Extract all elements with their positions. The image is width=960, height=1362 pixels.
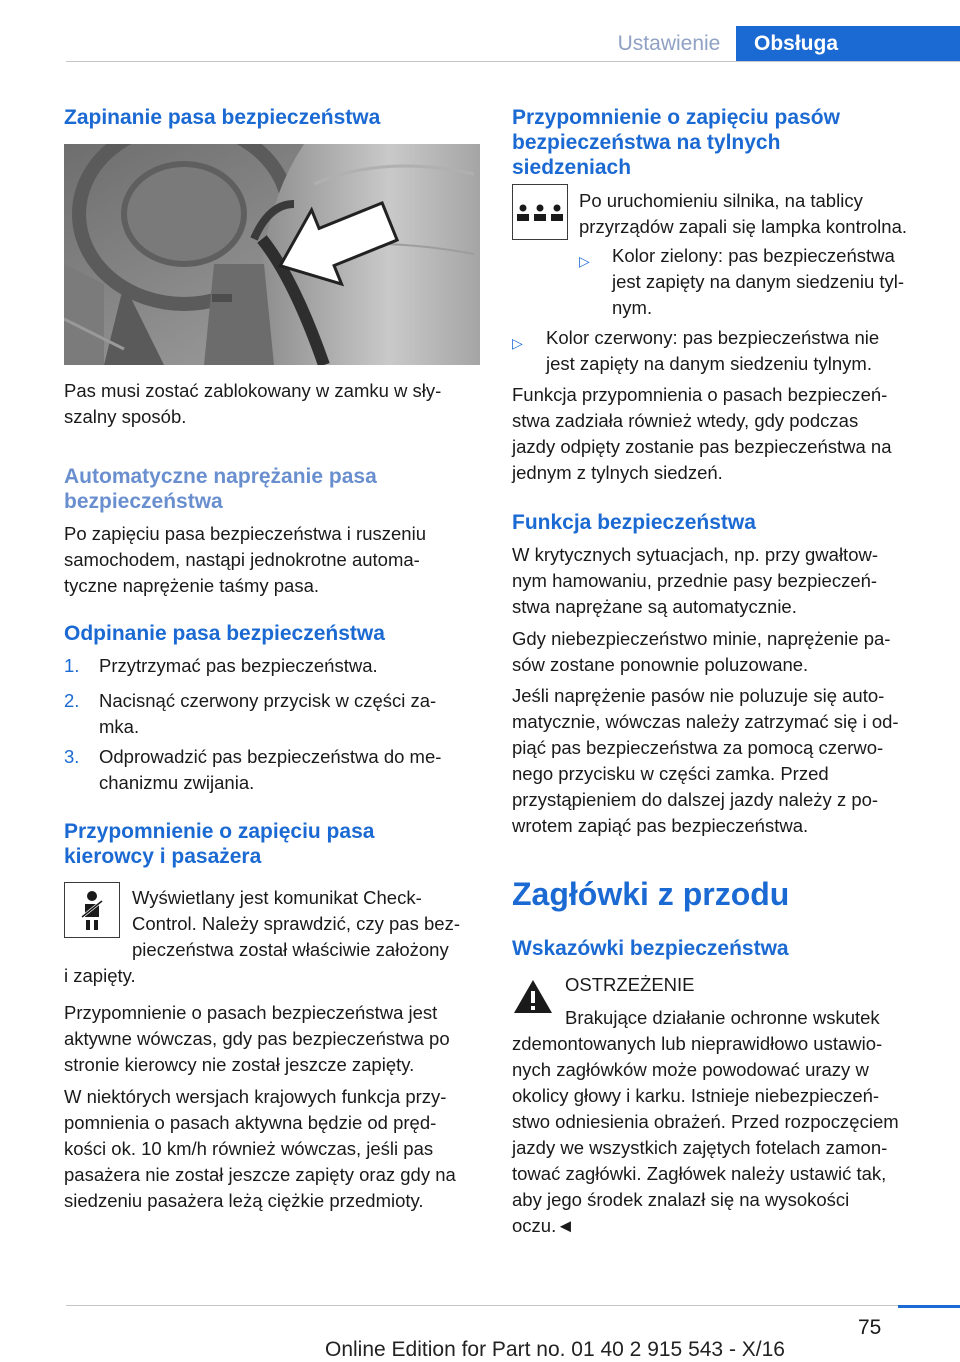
text-line: przyrządów zapali się lampka kontrolna.	[579, 216, 908, 237]
text-line: i zapięty.	[64, 965, 136, 986]
text-line: pasażera nie został jeszcze zapięty oraz gdy na	[64, 1164, 456, 1185]
text-line: nym hamowaniu, przednie pasy bezpieczeń‐	[512, 570, 878, 591]
paragraph-critical-situations	[512, 542, 878, 620]
text-line: aktywne wówczas, gdy pas bezpieczeństwa po	[64, 1028, 450, 1049]
text-line: Gdy niebezpieczeństwo minie, naprężenie pa‐	[512, 628, 891, 649]
heading-rear-seat-reminder	[512, 105, 840, 180]
paragraph-reminder-function	[512, 382, 892, 486]
list-number: 2.	[64, 690, 80, 711]
text-line: szalny sposób.	[64, 406, 187, 427]
text-line: oczu.◄	[512, 1215, 575, 1236]
text-line: piąć pas bezpieczeństwa za pomocą czerwo‐	[512, 737, 884, 758]
heading-driver-passenger-reminder	[64, 819, 374, 869]
text-line: nych zagłówków może powodować urazy w	[512, 1059, 869, 1080]
text-line: Kolor zielony: pas bezpieczeństwa	[612, 245, 895, 266]
text-line: przystąpieniem do dalszej jazdy należy z po‐	[512, 789, 879, 810]
seatbelt-person-icon	[65, 883, 119, 937]
edition-text: Online Edition for Part no. 01 40 2 915 543 - X/16	[325, 1338, 785, 1361]
paragraph-buckle	[64, 378, 441, 430]
rear-seatbelt-indicator-icon	[512, 184, 568, 240]
text-line: nym.	[612, 297, 653, 318]
text-line: jest zapięty na danym siedzeniu tyl‐	[612, 271, 905, 292]
warning-title: OSTRZEŻENIE	[565, 974, 695, 995]
text-line: pomnienia o pasach aktywna będzie od pręd‐	[64, 1112, 437, 1133]
text-line: Kolor czerwony: pas bezpieczeństwa nie	[546, 327, 880, 348]
text-line: jednym z tylnych siedzeń.	[512, 462, 723, 483]
text-line: Control. Należy sprawdzić, czy pas bez‐	[132, 913, 460, 934]
paragraph-tensioning	[64, 521, 426, 599]
tab-ustawienie[interactable]: Ustawienie	[602, 26, 736, 62]
warning-triangle-icon	[512, 978, 554, 1016]
text-line: wrotem zapiąć pas bezpieczeństwa.	[512, 815, 809, 836]
footer-accent-bar	[898, 1305, 960, 1308]
text-line: Odprowadzić pas bezpieczeństwa do me‐	[99, 746, 442, 767]
text-line: nego przycisku w części zamka. Przed	[512, 763, 829, 784]
text-line: Przypomnienie o zapięciu pasów	[512, 106, 840, 129]
paragraph-country-versions	[64, 1084, 456, 1214]
list-text	[99, 688, 436, 740]
text-line: stwo odniesienia obrażeń. Przed rozpoczęciem	[512, 1111, 899, 1132]
text-line: bezpieczeństwa na tylnych	[512, 131, 781, 154]
list-text: Przytrzymać pas bezpieczeństwa.	[99, 655, 378, 676]
paragraph-check-control	[132, 885, 460, 963]
heading-safety-function: Funkcja bezpieczeństwa	[512, 511, 756, 534]
bullet-text	[612, 243, 904, 321]
heading-automatic-tensioning	[64, 464, 377, 514]
text-line: Brakujące działanie ochronne wskutek	[565, 1007, 880, 1028]
text-line: tować zagłówki. Zagłówek należy ustawić tak,	[512, 1163, 887, 1184]
text-line: Po zapięciu pasa bezpieczeństwa i ruszeniu	[64, 523, 426, 544]
header-rule	[66, 61, 960, 62]
heading-front-headrests: Zagłówki z przodu	[512, 876, 790, 912]
text-line: Po uruchomieniu silnika, na tablicy	[579, 190, 863, 211]
heading-safety-notes: Wskazówki bezpieczeństwa	[512, 937, 789, 960]
warning-text	[512, 1031, 899, 1239]
text-line: stwa naprężane są automatycznie.	[512, 596, 797, 617]
heading-unfastening: Odpinanie pasa bezpieczeństwa	[64, 622, 385, 645]
text-line: chanizmu zwijania.	[99, 772, 255, 793]
text-line: aby jego środek znalazł się na wysokości	[512, 1189, 850, 1210]
paragraph-engine-start	[579, 188, 907, 240]
text-line: jazdy we wszystkich zajętych fotelach zamon‐	[512, 1137, 888, 1158]
bullet-text	[546, 325, 879, 377]
text-line: kości ok. 10 km/h również wówczas, jeśli pas	[64, 1138, 434, 1159]
text-line: Przypomnienie o zapięciu pasa	[64, 820, 375, 843]
text-line: pieczeństwa został właściwie założony	[132, 939, 449, 960]
text-line: jazdy odpięty zostanie pas bezpieczeństwa na	[512, 436, 892, 457]
text-line: Funkcja przypomnienia o pasach bezpieczeń‐	[512, 384, 888, 405]
three-persons-icon	[513, 185, 567, 239]
list-number: 1.	[64, 655, 80, 676]
text-line: Jeśli naprężenie pasów nie poluzuje się auto‐	[512, 685, 885, 706]
text-line: Nacisnąć czerwony przycisk w części za‐	[99, 690, 437, 711]
text-line: Wyświetlany jest komunikat Check-	[132, 887, 422, 908]
paragraph-danger-over	[512, 626, 890, 678]
triangle-bullet-icon: ▷	[512, 335, 523, 351]
text-line: mka.	[99, 716, 140, 737]
list-number: 3.	[64, 746, 80, 767]
text-line: sów zostane ponownie poluzowane.	[512, 654, 809, 675]
text-line: kierowcy i pasażera	[64, 845, 262, 868]
text-line: Automatyczne naprężanie pasa	[64, 465, 377, 488]
seatbelt-photo	[64, 144, 480, 365]
text-line: jest zapięty na danym siedzeniu tylnym.	[546, 353, 872, 374]
text-line: siedzeniach	[512, 156, 632, 179]
seat-image-illustration	[64, 144, 480, 365]
paragraph-reminder-active	[64, 1000, 450, 1078]
tab-obsluga[interactable]: Obsługa	[736, 26, 960, 62]
text-line: samochodem, nastąpi jednokrotne automa‐	[64, 549, 420, 570]
paragraph-manual-release	[512, 683, 899, 839]
text-line: tyczne naprężenie taśmy pasa.	[64, 575, 320, 596]
text-line: siedzeniu pasażera leżą ciężkie przedmioty.	[64, 1190, 424, 1211]
triangle-bullet-icon: ▷	[579, 253, 590, 269]
list-text	[99, 744, 441, 796]
text-line: Pas musi zostać zablokowany w zamku w sły‐	[64, 380, 442, 401]
page-number: 75	[858, 1316, 882, 1339]
text-line: W niektórych wersjach krajowych funkcja przy‐	[64, 1086, 447, 1107]
text-line: stwa zadziała również wtedy, gdy podczas	[512, 410, 859, 431]
text-line: matycznie, wówczas należy zatrzymać się i od‐	[512, 711, 899, 732]
footer-rule	[66, 1305, 960, 1306]
text-line: W krytycznych sytuacjach, np. przy gwałtow‐	[512, 544, 878, 565]
text-line: okolicy głowy i karku. Istnieje niebezpieczeń‐	[512, 1085, 880, 1106]
heading-fastening-seatbelt: Zapinanie pasa bezpieczeństwa	[64, 106, 381, 129]
text-line: bezpieczeństwa	[64, 490, 223, 513]
text-line: zdemontowanych lub nieprawidłowo ustawio‐	[512, 1033, 883, 1054]
seatbelt-warning-icon	[64, 882, 120, 938]
text-line: stronie kierowcy nie został jeszcze zapięty.	[64, 1054, 415, 1075]
text-line: Przypomnienie o pasach bezpieczeństwa jest	[64, 1002, 438, 1023]
